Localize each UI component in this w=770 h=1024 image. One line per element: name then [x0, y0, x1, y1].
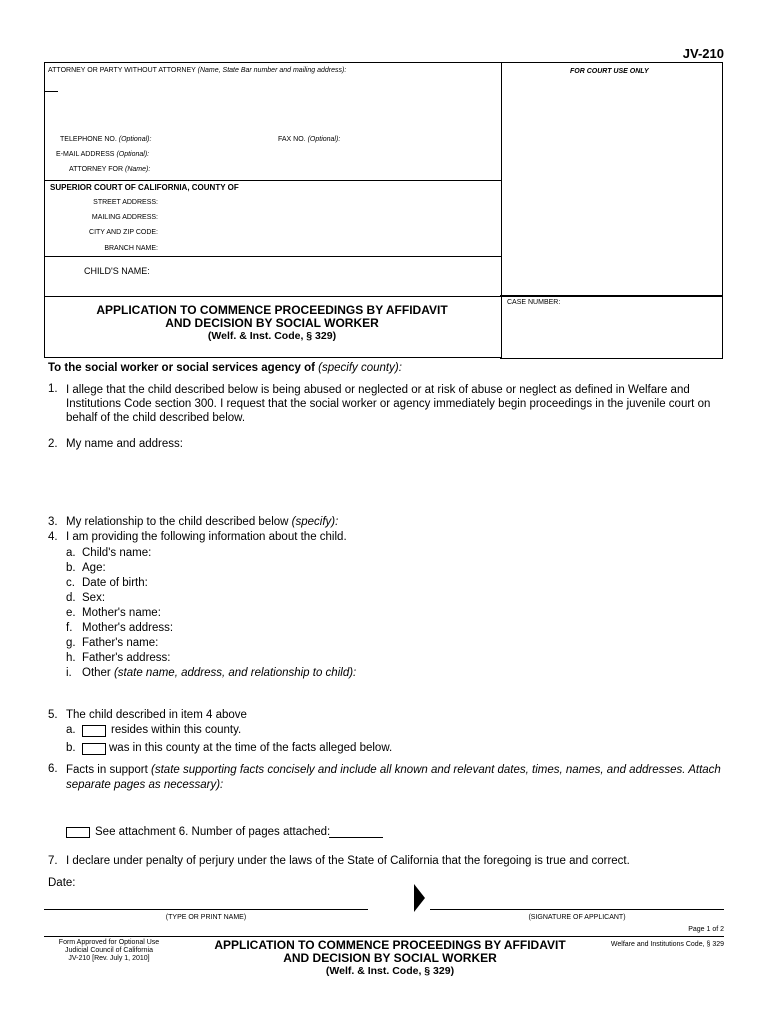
item3[interactable]: [66, 516, 338, 528]
form-id: JV-210: [682, 46, 724, 61]
item2-number: 2.: [48, 438, 58, 450]
form-approved: [44, 939, 174, 963]
item5-number: 5.: [48, 709, 58, 721]
item4-sub-h[interactable]: h. Father's address:: [66, 652, 171, 664]
item6-note-line1: (state supporting facts concisely and include all known and relevant dates, times, names, and addresses. Attach: [151, 764, 721, 776]
mailing-address-label[interactable]: MAILING ADDRESS:: [91, 214, 158, 221]
item1-number: 1.: [48, 383, 58, 395]
form-approved-line2: Judicial Council of California: [65, 947, 153, 954]
print-name-line[interactable]: [44, 909, 368, 910]
item4-sub-d[interactable]: d. Sex:: [66, 592, 106, 604]
footer-title-line1: APPLICATION TO COMMENCE PROCEEDINGS BY AFFIDAVIT: [214, 938, 566, 952]
item5a-letter: a.: [66, 724, 76, 736]
attachment-text: See attachment 6. Number of pages attached:: [95, 826, 331, 838]
signature-line[interactable]: [430, 909, 724, 910]
item4-list: [66, 546, 356, 681]
footer-rule: [44, 936, 724, 937]
item5b-text: was in this county at the time of the facts alleged below.: [109, 742, 393, 754]
item1-line1: I allege that the child described below is being abused or neglected or at risk of abuse or neglect as defined in Welfare and: [66, 384, 690, 396]
telephone-row[interactable]: [60, 136, 151, 143]
item7-number: 7.: [48, 855, 58, 867]
footer-title-line2: AND DECISION BY SOCIAL WORKER: [283, 951, 497, 965]
court-use-label: FOR COURT USE ONLY: [570, 68, 649, 75]
fax-row[interactable]: [278, 136, 340, 143]
item5a-text: resides within this county.: [111, 724, 242, 736]
footer-title: [180, 939, 600, 978]
attorney-tick: [44, 91, 58, 92]
to-line-text: To the social worker or social services agency of: [48, 362, 315, 374]
code-reference: Welfare and Institutions Code, § 329: [610, 941, 724, 948]
childs-name-label[interactable]: CHILD'S NAME:: [84, 266, 150, 276]
item6-text: Facts in support: [66, 764, 148, 776]
fax-label: FAX NO.: [278, 136, 306, 143]
to-line: [48, 362, 402, 374]
item4-sub-b[interactable]: b. Age:: [66, 562, 106, 574]
item1: [66, 383, 726, 425]
attorney-for-note: (Name):: [125, 166, 151, 173]
item7: I declare under penalty of perjury under the laws of the State of California that the foregoing is true and correct.: [66, 855, 630, 867]
item4-sub-g[interactable]: g. Father's name:: [66, 637, 159, 649]
item3-number: 3.: [48, 516, 58, 528]
telephone-label: TELEPHONE NO.: [60, 136, 117, 143]
item6-note-line2: separate pages as necessary):: [66, 779, 224, 791]
branch-name-label[interactable]: BRANCH NAME:: [104, 245, 158, 252]
item4-sub-i[interactable]: i. Other (state name, address, and relationship to child):: [66, 667, 357, 679]
item4-number: 4.: [48, 531, 58, 543]
email-row[interactable]: [56, 151, 149, 158]
child-box: [44, 256, 502, 297]
form-title-line3: (Welf. & Inst. Code, § 329): [207, 330, 337, 342]
city-zip-label[interactable]: CITY AND ZIP CODE:: [89, 229, 158, 236]
attorney-label-note: (Name, State Bar number and mailing address):: [197, 67, 347, 74]
form-approved-line3: JV-210 [Rev. July 1, 2010]: [68, 955, 150, 962]
attorney-box: [44, 62, 502, 181]
form-title-line2: AND DECISION BY SOCIAL WORKER: [165, 316, 379, 330]
case-number-label[interactable]: CASE NUMBER:: [507, 299, 561, 306]
item2[interactable]: My name and address:: [66, 438, 183, 450]
telephone-optional: (Optional):: [118, 136, 152, 143]
item5: The child described in item 4 above: [66, 709, 247, 721]
item5b-letter: b.: [66, 742, 76, 754]
fax-optional: (Optional):: [307, 136, 341, 143]
attachment-checkbox[interactable]: [66, 827, 90, 838]
item3-note: (specify):: [291, 516, 339, 528]
signature-caption: (SIGNATURE OF APPLICANT): [528, 914, 626, 921]
attorney-label: ATTORNEY OR PARTY WITHOUT ATTORNEY: [48, 67, 196, 74]
email-optional: (Optional):: [116, 151, 150, 158]
item3-text: My relationship to the child described below: [66, 516, 289, 528]
page-number: Page 1 of 2: [688, 926, 724, 933]
print-name-caption: (TYPE OR PRINT NAME): [165, 914, 247, 921]
form-title: [44, 304, 500, 343]
form-approved-line1: Form Approved for Optional Use: [58, 939, 160, 946]
attachment-pages-field[interactable]: [329, 837, 383, 838]
item6-number: 6.: [48, 763, 58, 775]
item5b-checkbox[interactable]: [82, 743, 106, 755]
item4-sub-a[interactable]: a. Child's name:: [66, 547, 152, 559]
court-use-box: [500, 62, 723, 297]
attorney-for-label: ATTORNEY FOR: [69, 166, 124, 173]
attorney-for-row[interactable]: [69, 166, 150, 173]
item4-sub-e[interactable]: e. Mother's name:: [66, 607, 161, 619]
item4-sub-c[interactable]: c. Date of birth:: [66, 577, 148, 589]
attorney-label-row: [48, 67, 346, 74]
item5a-checkbox[interactable]: [82, 725, 106, 737]
item6[interactable]: [66, 763, 726, 793]
email-label: E-MAIL ADDRESS: [56, 151, 115, 158]
item4-sub-f[interactable]: f. Mother's address:: [66, 622, 174, 634]
item1-line2: Institutions Code section 300. I request that the social worker or agency immediately begin proceedings in the juvenile court on: [66, 398, 711, 410]
footer-title-line3: (Welf. & Inst. Code, § 329): [325, 965, 455, 977]
form-title-line1: APPLICATION TO COMMENCE PROCEEDINGS BY AFFIDAVIT: [96, 303, 448, 317]
court-title: SUPERIOR COURT OF CALIFORNIA, COUNTY OF: [50, 183, 239, 192]
signature-arrow-icon: [414, 884, 426, 912]
item1-line3: behalf of the child described below.: [66, 412, 246, 424]
street-address-label[interactable]: STREET ADDRESS:: [93, 199, 158, 206]
to-line-note: (specify county):: [318, 362, 402, 374]
date-label[interactable]: Date:: [48, 877, 76, 889]
item4: I am providing the following information about the child.: [66, 531, 347, 543]
